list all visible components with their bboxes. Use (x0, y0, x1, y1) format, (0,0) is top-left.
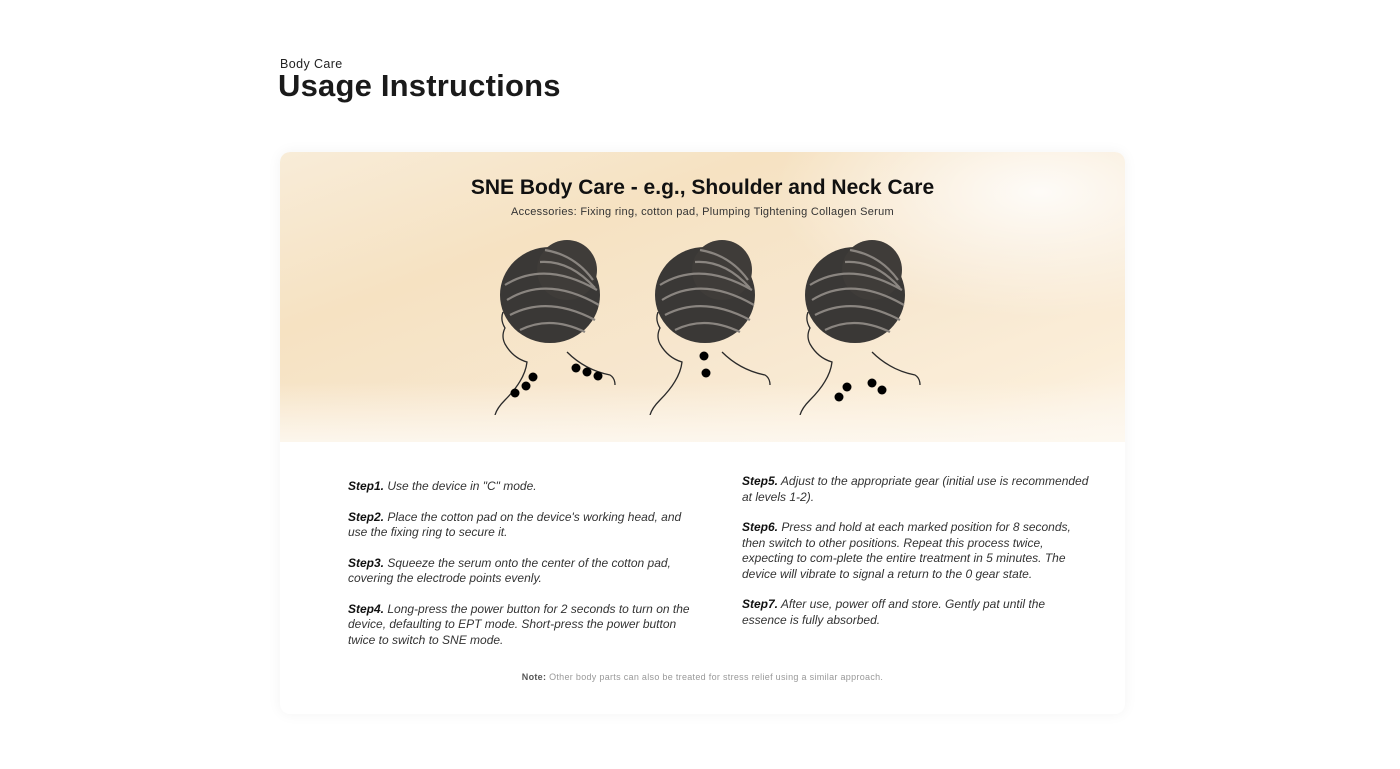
step-label: Step6. (742, 520, 779, 534)
note-text: Other body parts can also be treated for stress relief using a similar approach. (549, 672, 884, 682)
accessories-text: Accessories: Fixing ring, cotton pad, Plumping Tightening Collagen Serum (511, 206, 894, 218)
step-2 (348, 510, 698, 541)
step-text: Place the cotton pad on the device's working head, and use the fixing ring to secure it. (348, 509, 682, 539)
steps-left-column (348, 479, 698, 663)
page-title: Usage Instructions (278, 68, 561, 103)
step-7 (742, 597, 1092, 628)
marker-points (835, 379, 887, 402)
step-3 (348, 556, 698, 587)
step-label: Step7. (742, 597, 779, 611)
step-label: Step1. (348, 479, 385, 493)
head-neck-illustration-icon (640, 240, 780, 415)
step-label: Step4. (348, 601, 385, 616)
marker-points (700, 352, 711, 378)
step-text: Use the device in "C" mode. (387, 479, 537, 493)
step-text: Press and hold at each marked position for 8 seconds, then switch to other positions. Repeat this process twice, expecting to com-plete the entire treatment in 5 minutes. The device will vibrate to signal a return to the 0 gear state. (742, 520, 1071, 581)
hair-bun (500, 240, 600, 343)
head-shoulder-illustration-icon (485, 240, 625, 415)
step-1 (348, 479, 698, 495)
step-text: Adjust to the appropriate gear (initial use is recommended at levels 1-2). (742, 474, 1089, 504)
step-4 (348, 602, 698, 649)
step-label: Step5. (742, 474, 779, 488)
instructions-card (280, 152, 1125, 714)
step-5 (742, 474, 1092, 505)
note-label: Note: (521, 672, 547, 682)
step-text: After use, power off and store. Gently pat until the essence is fully absorbed. (742, 597, 1046, 627)
banner (280, 152, 1125, 442)
step-6 (742, 520, 1092, 582)
step-label: Step2. (348, 509, 385, 524)
head-shoulder-illustration-icon (790, 240, 930, 415)
footnote (280, 672, 1125, 682)
step-text: Squeeze the serum onto the center of the cotton pad, covering the electrode points evenly. (348, 555, 671, 585)
marker-points (511, 364, 603, 398)
hair-bun (655, 240, 755, 343)
banner-title: SNE Body Care - e.g., Shoulder and Neck Care (470, 176, 935, 199)
step-text: Long-press the power button for 2 seconds to turn on the device, defaulting to EPT mode. Short-press the power button twice to switch to SNE mode. (348, 601, 690, 647)
hair-bun (805, 240, 905, 343)
step-label: Step3. (348, 555, 385, 570)
steps-right-column (742, 474, 1092, 643)
section-eyebrow: Body Care (280, 57, 343, 71)
